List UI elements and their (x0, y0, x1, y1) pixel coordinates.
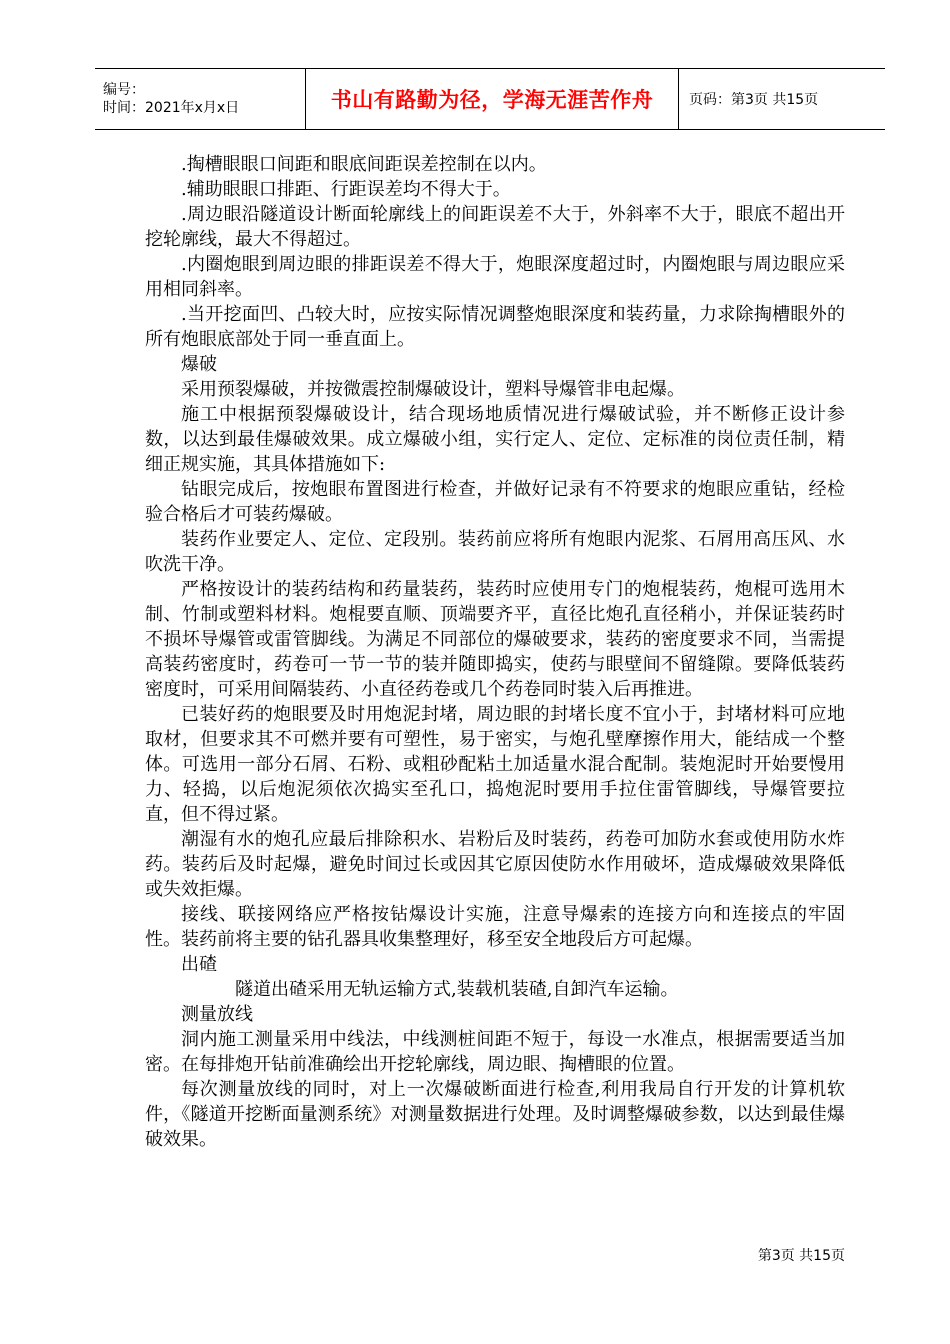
document-body (145, 152, 845, 1152)
paragraph: 施工中根据预裂爆破设计，结合现场地质情况进行爆破试验，并不断修正设计参数，以达到最佳爆破效果。成立爆破小组，实行定人、定位、定标准的岗位责任制，精细正规实施，其具体措施如下: (145, 404, 845, 475)
page-footer-number: 第3页 共15页 (757, 1248, 845, 1264)
header-page-cell (679, 69, 885, 129)
header-page-number: 页码：第3页 共15页 (689, 92, 819, 108)
document-time-label: 时间：2021年x月x日 (103, 100, 240, 116)
paragraph: 每次测量放线的同时，对上一次爆破断面进行检查,利用我局自行开发的计算机软件，《隧道开挖断面量测系统》对测量数据进行处理。及时调整爆破参数，以达到最佳爆破效果。 (145, 1079, 845, 1150)
paragraph: .内圈炮眼到周边眼的排距误差不得大于，炮眼深度超过时，内圈炮眼与周边眼应采用相同斜率。 (145, 254, 845, 300)
page-header (95, 68, 885, 130)
header-motto: 书山有路勤为径，学海无涯苦作舟 (330, 87, 654, 112)
section-heading-survey: 测量放线 (181, 1004, 253, 1025)
paragraph: 洞内施工测量采用中线法，中线测桩间距不短于，每设一水准点，根据需要适当加密。在每排炮开钻前准确绘出开挖轮廓线，周边眼、掏槽眼的位置。 (145, 1029, 845, 1075)
paragraph: 严格按设计的装药结构和药量装药，装药时应使用专门的炮棍装药，炮棍可选用木制、竹制或塑料材料。炮棍要直顺、顶端要齐平，直径比炮孔直径稍小，并保证装药时不损坏导爆管或雷管脚线。为满足不同部位的爆破要求，装药的密度要求不同，当需提高装药密度时，药卷可一节一节的装并随即捣实，使药与眼壁间不留缝隙。要降低装药密度时，可采用间隔装药、小直径药卷或几个药卷同时装入后再推进。 (145, 579, 845, 700)
paragraph: .掏槽眼眼口间距和眼底间距误差控制在以内。 (181, 154, 547, 175)
header-motto-cell (306, 69, 679, 129)
paragraph: 装药作业要定人、定位、定段别。装药前应将所有炮眼内泥浆、石屑用高压风、水吹洗干净。 (145, 529, 845, 575)
paragraph: 已装好药的炮眼要及时用炮泥封堵，周边眼的封堵长度不宜小于，封堵材料可应地取材，但要求其不可燃并要有可塑性，易于密实，与炮孔壁摩擦作用大，能结成一个整体。可选用一部分石屑、石粉、或粗砂配粘土加适量水混合配制。装炮泥时开始要慢用力、轻捣，以后炮泥须依次捣实至孔口，捣炮泥时要用手拉住雷管脚线，导爆管要拉直，但不得过紧。 (145, 704, 845, 825)
paragraph: 钻眼完成后，按炮眼布置图进行检查，并做好记录有不符要求的炮眼应重钻，经检验合格后才可装药爆破。 (145, 479, 845, 525)
document-number-label: 编号： (103, 82, 145, 98)
section-heading-blasting: 爆破 (181, 354, 217, 375)
section-heading-mucking: 出碴 (181, 954, 217, 975)
paragraph: 采用预裂爆破，并按微震控制爆破设计，塑料导爆管非电起爆。 (181, 379, 685, 400)
paragraph: 接线、联接网络应严格按钻爆设计实施，注意导爆索的连接方向和连接点的牢固性。装药前将主要的钻孔器具收集整理好，移至安全地段后方可起爆。 (145, 904, 845, 950)
paragraph: .辅助眼眼口排距、行距误差均不得大于。 (181, 179, 511, 200)
paragraph: 隧道出碴采用无轨运输方式,装载机装碴,自卸汽车运输。 (235, 979, 679, 1000)
paragraph: .当开挖面凹、凸较大时，应按实际情况调整炮眼深度和装药量，力求除掏槽眼外的所有炮眼底部处于同一垂直面上。 (145, 304, 845, 350)
paragraph: 潮湿有水的炮孔应最后排除积水、岩粉后及时装药，药卷可加防水套或使用防水炸药。装药后及时起爆，避免时间过长或因其它原因使防水作用破坏，造成爆破效果降低或失效拒爆。 (145, 829, 845, 900)
paragraph: .周边眼沿隧道设计断面轮廓线上的间距误差不大于，外斜率不大于，眼底不超出开挖轮廓线，最大不得超过。 (145, 204, 845, 250)
header-meta (95, 69, 306, 129)
